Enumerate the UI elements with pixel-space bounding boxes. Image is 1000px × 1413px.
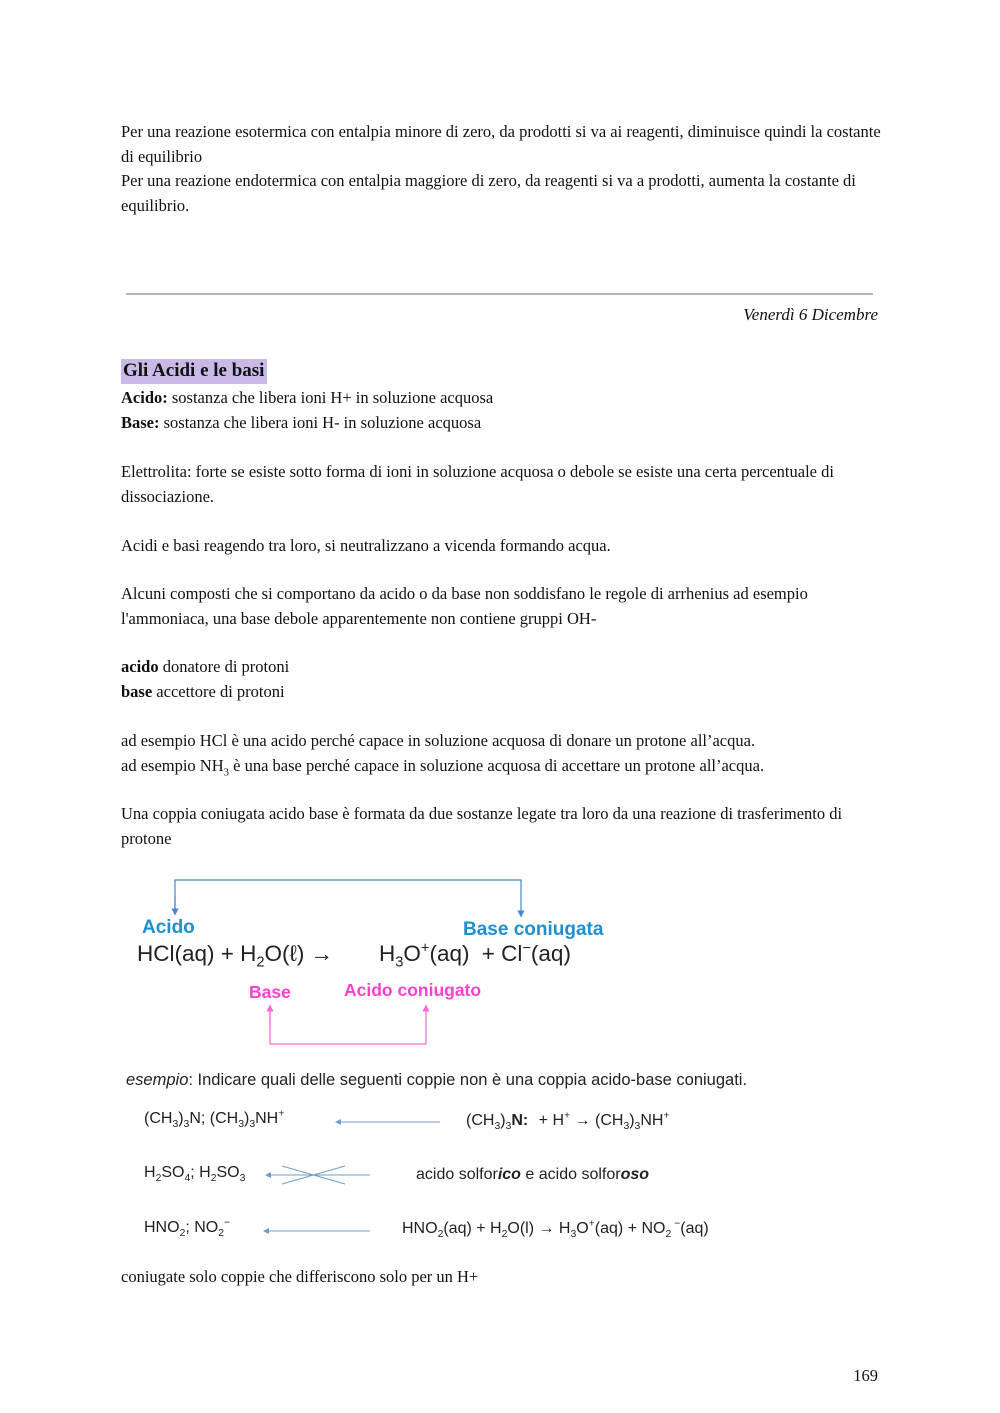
base-text: sostanza che libera ioni H- in soluzione acquosa [159,413,482,432]
f: 3 [494,1121,501,1133]
eq-part: + Cl [481,941,523,966]
electrolyte-paragraph: Elettrolita: forte se esiste sotto forma di ioni in soluzione acquosa o debole se esiste una certa percentuale di dissociazione. [121,462,834,506]
f: ) [500,1112,506,1129]
acid-conjugate-label: Acido coniugato [344,980,482,1000]
f: (aq) [680,1220,709,1237]
bronsted-acid-term: acido [121,657,159,676]
f: + [278,1108,285,1120]
acid-term: Acido: [121,388,168,407]
eq-part: O(ℓ) → [264,941,334,966]
f: (CH [144,1110,173,1127]
f: ) [629,1112,635,1129]
f: 2 [437,1229,444,1241]
f: + [588,1218,595,1230]
f: H [144,1164,156,1181]
f: − [224,1217,231,1229]
f: HNO [402,1220,438,1237]
f: e acido solfor [520,1166,621,1183]
bronsted-base-text: accettore di protoni [152,682,285,701]
hcl-equation [137,941,334,971]
row3-pair [144,1217,231,1240]
row1-reaction [466,1110,670,1133]
f: 2 [501,1229,508,1241]
f: NH [640,1112,664,1129]
f: 2 [210,1173,217,1185]
f: 3 [623,1121,630,1133]
f: 3 [634,1121,641,1133]
f: 3 [172,1119,179,1131]
f: 2 [179,1228,186,1240]
f: ico [497,1166,521,1183]
f: oso [620,1166,650,1183]
f: ; H [190,1164,211,1181]
eq-sub: 3 [395,954,404,971]
conjugate-pair-paragraph: Una coppia coniugata acido base è formata da due sostanze legate tra loro da una reazione di trasferimento di protone [121,804,843,848]
row1-pair [144,1108,285,1131]
page-number: 169 [853,1366,878,1385]
intro-paragraph-2: Per una reazione endotermica con entalpia maggiore di zero, da reagenti si va a prodotti, aumenta la costante di equilibrio. [121,171,856,215]
section-title: Gli Acidi e le basi [121,359,267,384]
acid-label: Acido [142,917,195,938]
eq-part: (aq) [429,941,470,966]
eq-part: O [403,941,421,966]
f: acido solfor [416,1166,498,1183]
eq-part: HCl(aq) + H [137,941,257,966]
exercise-word: esempio [126,1071,189,1089]
f: (aq) + NO [594,1220,666,1237]
f: SO [216,1164,240,1181]
hcl-equation-products [379,940,571,971]
f: HNO [144,1219,180,1236]
f: 3 [239,1173,246,1185]
eq-part: (aq) [530,941,571,966]
eq-sup: + [420,940,430,957]
date-heading: Venerdì 6 Dicembre [743,305,878,324]
f: ) [178,1110,184,1127]
neutralize-paragraph: Acidi e basi reagendo tra loro, si neutralizzano a vicenda formando acqua. [121,536,611,555]
row2-description [416,1166,649,1184]
f: ) [244,1110,250,1127]
pink-bracket-arrow [270,1008,426,1044]
f: − [671,1218,681,1230]
f: O(l) → H [507,1220,571,1237]
f: 3 [238,1119,244,1131]
f: + H [538,1112,565,1129]
f: 2 [218,1228,225,1240]
f: N; (CH [189,1110,239,1127]
bronsted-base-term: base [121,682,153,701]
f: (aq) + H [443,1220,502,1237]
f: O [576,1220,589,1237]
row3-reaction [402,1218,709,1241]
blue-bracket-arrow [175,880,521,914]
nh3-example-start: ad esempio NH [121,756,224,775]
f: NH [255,1110,279,1127]
hcl-example: ad esempio HCl è una acido perché capace in soluzione acquosa di donare un protone all’acqua. [121,731,756,750]
acid-text: sostanza che libera ioni H+ in soluzione acquosa [167,388,494,407]
f: 3 [249,1119,256,1131]
base-conjugate-label: Base coniugata [463,919,604,940]
f: SO [161,1164,185,1181]
exercise-text: : Indicare quali delle seguenti coppie non è una coppia acido-base coniugati. [188,1071,748,1089]
arrhenius-paragraph: Alcuni composti che si comportano da acido o da base non soddisfano le regole di arrhenius ad esempio l'ammoniaca, una base debole apparentemente non contiene gruppi OH- [121,584,808,628]
f: N: [511,1112,529,1129]
f: (CH [466,1112,495,1129]
f: → (CH [574,1112,624,1129]
intro-paragraph-1: Per una reazione esotermica con entalpia minore di zero, da prodotti si va ai reagenti, diminuisce quindi la costante di equilibrio [121,122,881,166]
f: + [663,1110,670,1122]
eq-sub: 2 [256,954,265,971]
base-term: Base: [121,413,160,432]
f: 2 [155,1173,162,1185]
f: + [564,1110,571,1122]
eq-sup: − [522,940,531,957]
f: 3 [505,1121,512,1133]
f: ; NO [185,1219,219,1236]
f: 3 [183,1119,190,1131]
eq-part: H [379,941,396,966]
bronsted-acid-text: donatore di protoni [158,657,290,676]
conclusion-paragraph: coniugate solo coppie che differiscono solo per un H+ [121,1267,479,1286]
exercise-heading [126,1071,747,1090]
f: 3 [570,1229,577,1241]
nh3-example-end: è una base perché capace in soluzione acquosa di accettare un protone all’acqua. [229,756,765,775]
f: 2 [665,1229,672,1241]
nh3-subscript: 3 [223,766,230,779]
f: 4 [184,1173,191,1185]
row2-pair [144,1164,246,1185]
base-label: Base [249,982,291,1002]
